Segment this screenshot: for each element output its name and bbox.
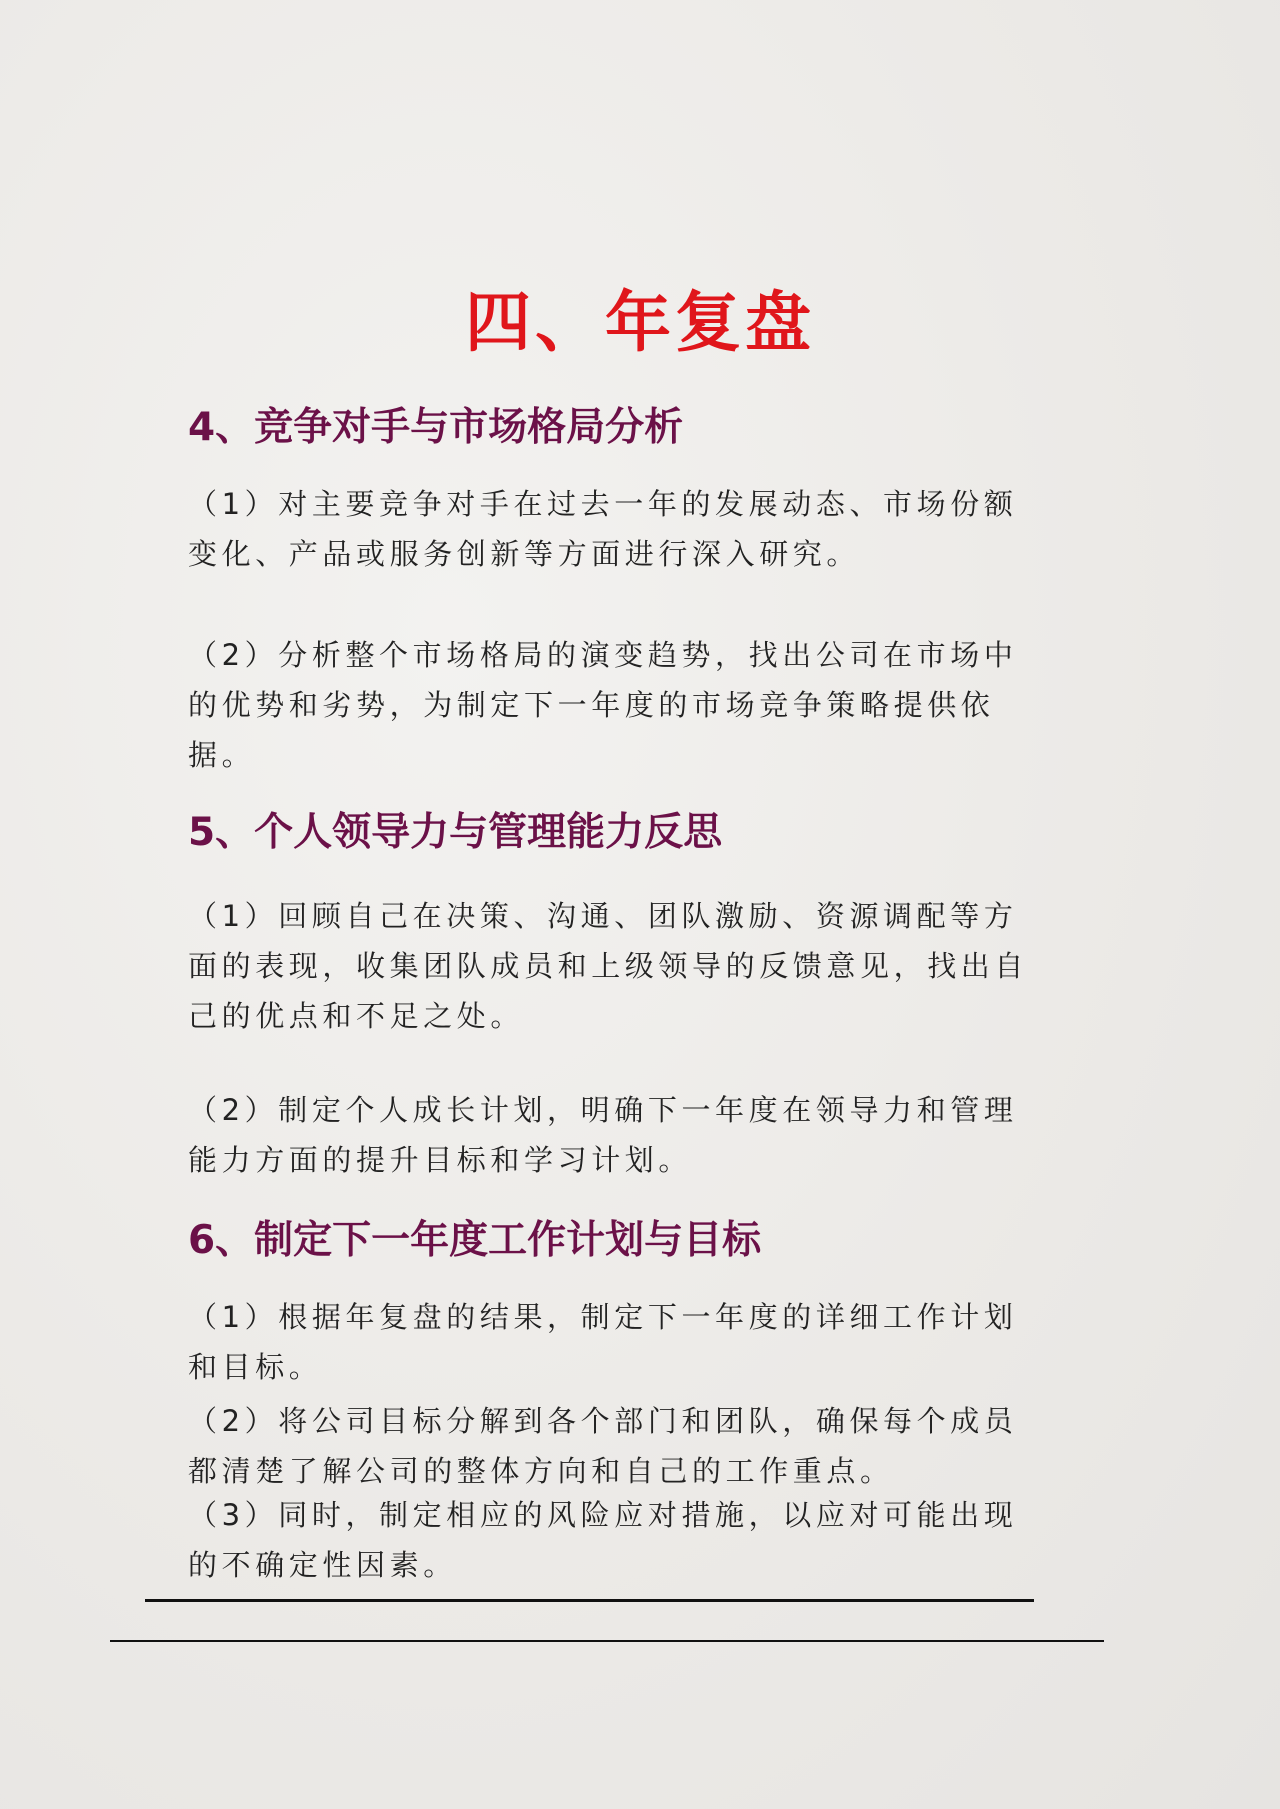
text-line: 都清楚了解公司的整体方向和自己的工作重点。 [188, 1454, 894, 1488]
text-line: 能力方面的提升目标和学习计划。 [188, 1143, 693, 1177]
text-line: 和目标。 [188, 1350, 323, 1384]
paragraph-market-trends [188, 630, 1068, 780]
text-line: 的优势和劣势，为制定下一年度的市场竞争策略提供依 [188, 688, 995, 722]
paragraph-goal-breakdown [188, 1396, 1068, 1496]
text-line: （2）分析整个市场格局的演变趋势，找出公司在市场中 [188, 638, 1018, 672]
text-line: 据。 [188, 738, 256, 772]
section-heading-leadership-reflection: 5、个人领导力与管理能力反思 [188, 810, 723, 855]
text-line: （3）同时，制定相应的风险应对措施，以应对可能出现 [188, 1498, 1018, 1532]
paragraph-competitor-research [188, 479, 1068, 579]
text-line: 面的表现，收集团队成员和上级领导的反馈意见，找出自 [188, 949, 1029, 983]
text-line: （1）对主要竞争对手在过去一年的发展动态、市场份额 [188, 487, 1018, 521]
text-line: （1）回顾自己在决策、沟通、团队激励、资源调配等方 [188, 899, 1018, 933]
text-line: （1）根据年复盘的结果，制定下一年度的详细工作计划 [188, 1300, 1018, 1334]
paragraph-self-review [188, 891, 1068, 1041]
section-heading-competitor-analysis: 4、竞争对手与市场格局分析 [188, 405, 684, 450]
divider-line-lower [110, 1640, 1104, 1642]
paragraph-risk-measures [188, 1490, 1068, 1590]
text-line: 变化、产品或服务创新等方面进行深入研究。 [188, 537, 861, 571]
paragraph-detailed-plan [188, 1292, 1068, 1392]
text-line: （2）制定个人成长计划，明确下一年度在领导力和管理 [188, 1093, 1018, 1127]
text-line: 己的优点和不足之处。 [188, 999, 525, 1033]
section-heading-next-year-plan: 6、制定下一年度工作计划与目标 [188, 1218, 762, 1263]
text-line: （2）将公司目标分解到各个部门和团队，确保每个成员 [188, 1404, 1018, 1438]
paragraph-growth-plan [188, 1085, 1068, 1185]
text-line: 的不确定性因素。 [188, 1548, 457, 1582]
page-title: 四、年复盘 [465, 284, 815, 361]
divider-line-upper [145, 1599, 1034, 1602]
